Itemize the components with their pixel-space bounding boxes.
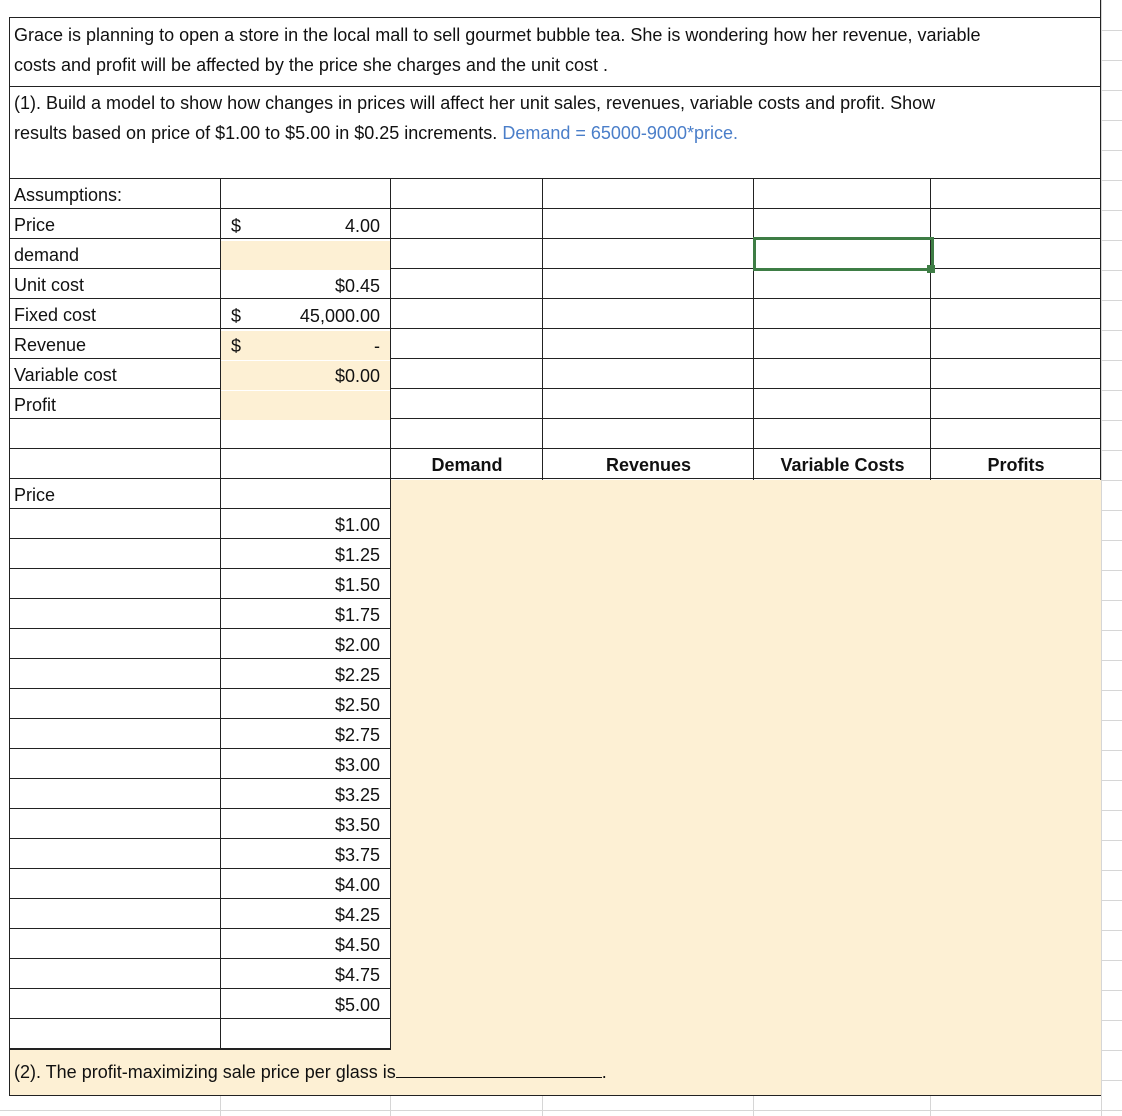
part2-period: . <box>601 1062 607 1082</box>
grid-line <box>9 17 1101 18</box>
grid-line <box>1101 240 1122 241</box>
grid-line <box>1101 960 1122 961</box>
grid-line <box>1101 570 1122 571</box>
header-demand: Demand <box>431 455 503 475</box>
grid-line <box>1101 420 1122 421</box>
grid-line <box>1101 450 1122 451</box>
grid-line <box>1101 900 1122 901</box>
grid-line <box>1101 720 1122 721</box>
currency-symbol: $ <box>231 336 242 356</box>
grid-line <box>1101 210 1122 211</box>
grid-line <box>390 1095 391 1116</box>
grid-line <box>1101 1050 1122 1051</box>
price-value[interactable]: $5.00 <box>334 995 380 1015</box>
grid-line <box>1101 30 1122 31</box>
output-column-fill[interactable] <box>754 480 931 1050</box>
part1-text: results based on price of $1.00 to $5.00 in $0.25 increments. <box>14 123 498 143</box>
price-value[interactable]: $2.75 <box>334 725 380 745</box>
grid-line <box>1101 750 1122 751</box>
price-value[interactable]: $2.25 <box>334 665 380 685</box>
grid-line <box>1101 810 1122 811</box>
price-value[interactable]: $3.00 <box>334 755 380 775</box>
assumptions-header: Assumptions: <box>14 185 123 205</box>
assumption-value-cell[interactable] <box>221 361 390 390</box>
output-column-fill[interactable] <box>931 480 1101 1050</box>
grid-line <box>1101 1110 1122 1111</box>
assumption-value: $0.45 <box>334 276 380 296</box>
price-value[interactable]: $2.50 <box>334 695 380 715</box>
selected-cell[interactable] <box>753 237 934 271</box>
grid-line <box>9 178 1101 179</box>
price-value[interactable]: $1.50 <box>334 575 380 595</box>
part1-instruction: (1). Build a model to show how changes in prices will affect her unit sales, revenues, variable costs and profit. Show <box>14 93 936 113</box>
grid-line <box>1101 540 1122 541</box>
answer-blank[interactable] <box>396 1063 602 1078</box>
price-value[interactable]: $2.00 <box>334 635 380 655</box>
assumption-label: Revenue <box>14 335 87 355</box>
grid-line <box>1101 510 1122 511</box>
part2-question: (2). The profit-maximizing sale price per glass is <box>14 1062 396 1082</box>
grid-line <box>1101 840 1122 841</box>
grid-line <box>1101 360 1122 361</box>
grid-line <box>1101 300 1122 301</box>
price-value[interactable]: $3.25 <box>334 785 380 805</box>
grid-line <box>1101 1080 1122 1081</box>
grid-line <box>542 1095 543 1116</box>
header-variable-costs: Variable Costs <box>780 455 905 475</box>
grid-line <box>1101 660 1122 661</box>
problem-intro: Grace is planning to open a store in the local mall to sell gourmet bubble tea. She is wondering how her revenue, variable <box>14 25 981 45</box>
grid-line <box>220 1095 221 1116</box>
grid-line <box>1101 780 1122 781</box>
assumption-value: - <box>374 336 380 356</box>
grid-line <box>1101 600 1122 601</box>
assumption-value: 4.00 <box>344 216 380 236</box>
assumption-value-cell[interactable] <box>221 331 390 360</box>
grid-line <box>1101 390 1122 391</box>
output-column-fill[interactable] <box>543 480 754 1050</box>
grid-line <box>1101 180 1122 181</box>
header-profits: Profits <box>987 455 1045 475</box>
assumption-label: Price <box>14 215 56 235</box>
grid-line <box>1101 150 1122 151</box>
part1-instruction-line2 <box>10 118 1100 148</box>
grid-line <box>0 1110 1101 1111</box>
grid-line <box>1101 0 1102 1116</box>
grid-line <box>1101 480 1122 481</box>
price-value[interactable]: $3.75 <box>334 845 380 865</box>
grid-line <box>1101 60 1122 61</box>
assumption-value: $0.00 <box>334 366 380 386</box>
currency-symbol: $ <box>231 306 242 326</box>
grid-line <box>753 1095 754 1116</box>
price-value[interactable]: $3.50 <box>334 815 380 835</box>
assumption-label: Variable cost <box>14 365 117 385</box>
assumption-value: 45,000.00 <box>299 306 380 326</box>
grid-line <box>1101 270 1122 271</box>
assumption-label: Unit cost <box>14 275 85 295</box>
problem-intro-line2: costs and profit will be affected by the price she charges and the unit cost . <box>14 55 609 75</box>
grid-line <box>9 86 1101 87</box>
grid-line <box>1101 330 1122 331</box>
price-value[interactable]: $4.25 <box>334 905 380 925</box>
demand-formula: Demand = 65000-9000*price. <box>502 123 738 143</box>
price-value[interactable]: $1.00 <box>334 515 380 535</box>
assumption-label: Fixed cost <box>14 305 97 325</box>
assumption-value-cell[interactable] <box>221 301 390 330</box>
price-value[interactable]: $4.00 <box>334 875 380 895</box>
fill-handle[interactable] <box>927 265 935 273</box>
assumption-value-cell[interactable] <box>221 211 390 240</box>
assumption-value-cell[interactable] <box>221 271 390 300</box>
grid-line <box>1101 690 1122 691</box>
currency-symbol: $ <box>231 216 242 236</box>
price-column-label: Price <box>14 485 56 505</box>
grid-line <box>9 1095 1101 1096</box>
assumption-label: Profit <box>14 395 57 415</box>
assumption-label: demand <box>14 245 80 265</box>
grid-line <box>1101 630 1122 631</box>
grid-line <box>1101 870 1122 871</box>
grid-line <box>1101 90 1122 91</box>
header-revenues: Revenues <box>605 455 692 475</box>
grid-line <box>1101 1020 1122 1021</box>
grid-line <box>1101 990 1122 991</box>
grid-line <box>930 1095 931 1116</box>
price-value[interactable]: $4.75 <box>334 965 380 985</box>
grid-line <box>1101 930 1122 931</box>
price-value[interactable]: $4.50 <box>334 935 380 955</box>
grid-line <box>9 448 1101 449</box>
part2-answer-row[interactable] <box>10 1050 1101 1095</box>
assumption-value-cell[interactable] <box>221 391 390 420</box>
output-column-fill[interactable] <box>391 480 543 1050</box>
grid-line <box>1101 120 1122 121</box>
price-value[interactable]: $1.75 <box>334 605 380 625</box>
assumption-value-cell[interactable] <box>221 241 390 270</box>
price-value[interactable]: $1.25 <box>334 545 380 565</box>
